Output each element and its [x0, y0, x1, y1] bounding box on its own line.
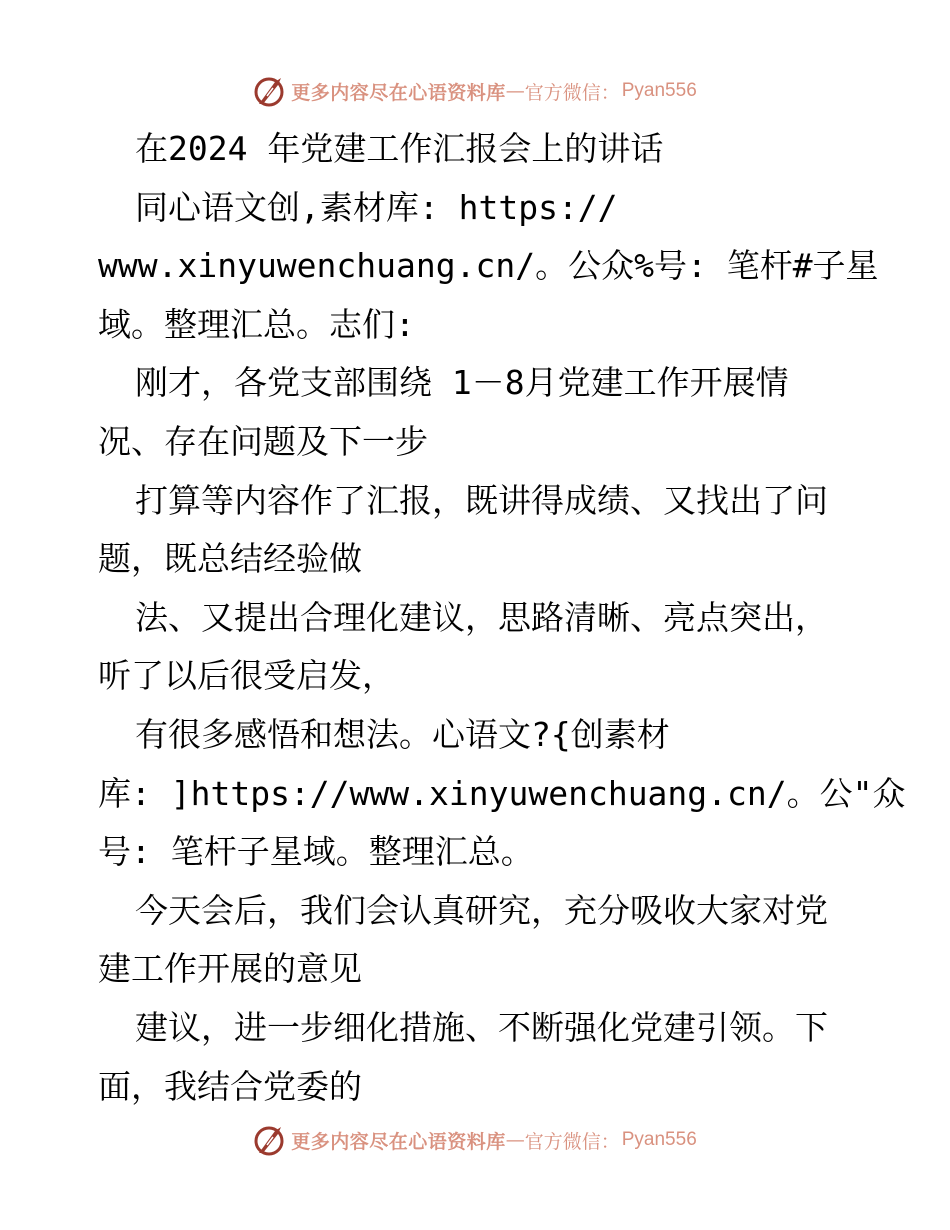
banner-dash: —: [505, 1129, 525, 1151]
body-line: 号: 笔杆子星域。整理汇总。: [98, 832, 534, 872]
body-line: 有很多感悟和想法。心语文?{创素材: [135, 714, 670, 754]
body-line: 刚才，各党支部围绕 1－8月党建工作开展情: [135, 363, 789, 403]
body-line: www.xinyuwenchuang.cn/。公众%号: 笔杆#子星: [98, 246, 879, 286]
quill-pen-logo-icon: [253, 74, 287, 108]
body-line: 同心语文创,素材库: https://: [135, 187, 618, 227]
body-line: 建工作开展的意见: [98, 949, 362, 989]
body-line: 建议，进一步细化措施、不断强化党建引领。下: [135, 1007, 828, 1047]
banner-main-text: 更多内容尽在心语资料库: [291, 81, 506, 104]
header-watermark-banner: [0, 71, 950, 111]
body-line: 题，既总结经验做: [98, 539, 362, 579]
body-line: 法、又提出合理化建议，思路清晰、亮点突出，: [135, 597, 828, 637]
body-line: 况、存在问题及下一步: [98, 421, 428, 461]
body-line: 域。整理汇总。志们:: [98, 304, 415, 344]
body-line: 面，我结合党委的: [98, 1066, 362, 1106]
body-line: 库: ]https://www.xinyuwenchuang.cn/。公"众: [98, 773, 906, 813]
body-line: 听了以后很受启发，: [98, 656, 395, 696]
footer-watermark-banner: [0, 1120, 950, 1160]
banner-wechat-id: Pyan556: [621, 80, 697, 101]
banner-main-text: 更多内容尽在心语资料库: [291, 1130, 506, 1153]
body-line: 今天会后，我们会认真研究，充分吸收大家对党: [135, 890, 828, 930]
banner-official-text: 官方微信：: [524, 1130, 620, 1153]
banner-dash: —: [505, 80, 525, 102]
body-line: 在2024 年党建工作汇报会上的讲话: [135, 129, 664, 168]
document-body: [98, 120, 906, 1116]
banner-wechat-id: Pyan556: [621, 1129, 697, 1150]
body-line: 打算等内容作了汇报，既讲得成绩、又找出了问: [135, 480, 828, 520]
quill-pen-logo-icon: [253, 1123, 287, 1157]
banner-official-text: 官方微信：: [524, 81, 620, 104]
